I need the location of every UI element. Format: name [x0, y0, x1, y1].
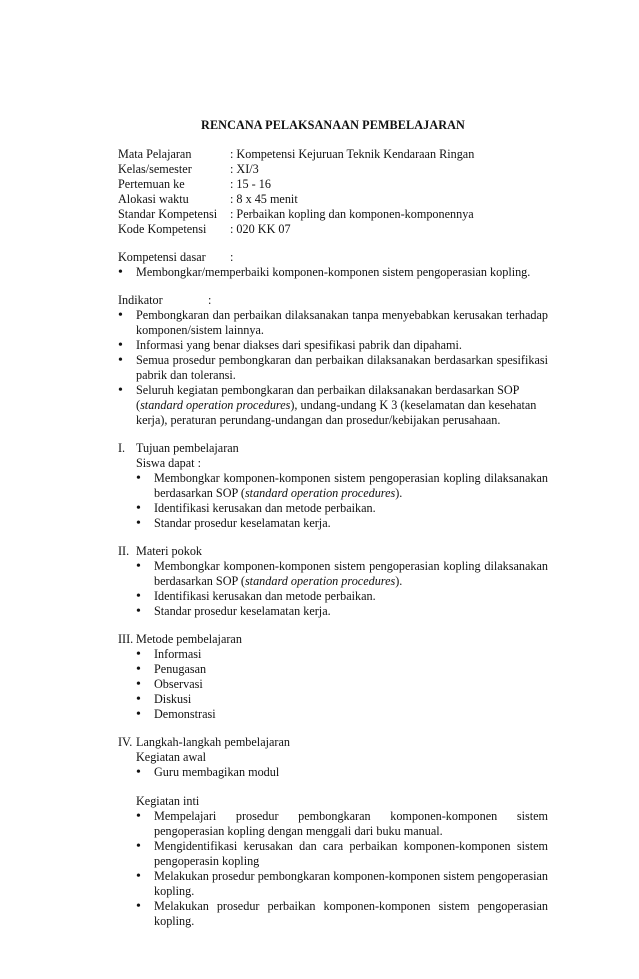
text-run: ), undang-undang K 3 (keselamatan dan kesehatan kerja), peraturan perundang-undangan dan prosedur/kebijakan perusahaan. — [136, 398, 537, 427]
list-item: • Identifikasi kerusakan dan metode perbaikan. — [136, 589, 548, 604]
section-list — [136, 471, 548, 531]
info-key: Standar Kompetensi — [118, 207, 218, 221]
text-italic: standard operation procedures — [140, 398, 291, 412]
info-key: Pertemuan ke — [118, 177, 185, 191]
section-number: IV. — [118, 735, 133, 749]
kegiatan-inti-label: Kegiatan inti — [136, 794, 200, 808]
section-subtitle: Siswa dapat : — [136, 456, 201, 470]
list-item: • Pembongkaran dan perbaikan dilaksanakan tanpa menyebabkan kerusakan terhadap komponen/sistem lainnya. — [118, 308, 548, 338]
kegiatan-awal-list — [136, 765, 548, 780]
indikator-colon: : — [208, 293, 212, 307]
info-row — [118, 147, 548, 162]
text-run: Membongkar komponen-komponen sistem pengoperasian kopling dilaksanakan berdasarkan SOP ( — [154, 471, 548, 500]
indikator-label — [118, 293, 548, 308]
info-row — [118, 192, 548, 207]
info-row — [118, 207, 548, 222]
info-row — [118, 222, 548, 237]
list-item: • Demonstrasi — [136, 707, 548, 722]
section-list — [136, 647, 548, 722]
section-title: Langkah-langkah pembelajaran — [136, 735, 290, 749]
info-value: : Perbaikan kopling dan komponen-komponennya — [230, 207, 474, 221]
section-number: I. — [118, 441, 126, 455]
list-item: • Melakukan prosedur pembongkaran komponen-komponen sistem pengoperasian kopling. — [136, 869, 548, 899]
list-item: • Informasi — [136, 647, 548, 662]
info-value: : 15 - 16 — [230, 177, 271, 191]
info-value: : Kompetensi Kejuruan Teknik Kendaraan Ringan — [230, 147, 475, 161]
text-run: Seluruh kegiatan pembongkaran dan perbaikan dilaksanakan berdasarkan SOP ( — [136, 383, 519, 412]
text-run: ). — [395, 486, 403, 500]
document-page — [118, 118, 548, 929]
text-italic: standard operation procedures — [244, 574, 396, 588]
kompetensi-dasar-label — [118, 250, 548, 265]
list-item — [136, 471, 548, 501]
list-item: • Semua prosedur pembongkaran dan perbaikan dilaksanakan berdasarkan spesifikasi pabrik dan toleransi. — [118, 353, 548, 383]
list-item: • Informasi yang benar diakses dari spesifikasi pabrik dan dipahami. — [118, 338, 548, 353]
list-item: • Identifikasi kerusakan dan metode perbaikan. — [136, 501, 548, 516]
kd-list — [118, 265, 548, 280]
section-materi — [118, 544, 548, 619]
indikator-list — [118, 308, 548, 428]
list-item: • Mempelajari prosedur pembongkaran komponen-komponen sistem pengoperasian kopling dengan menggali dari buku manual. — [136, 809, 548, 839]
list-item: • Standar prosedur keselamatan kerja. — [136, 604, 548, 619]
kd-colon: : — [230, 250, 234, 264]
kegiatan-inti-list — [136, 809, 548, 929]
info-key: Alokasi waktu — [118, 192, 189, 206]
info-row — [118, 177, 548, 192]
list-item — [118, 383, 548, 428]
section-number: III. — [118, 632, 134, 646]
text-run: Membongkar komponen-komponen sistem pengoperasian kopling dilaksanakan berdasarkan SOP ( — [154, 559, 548, 588]
list-item: • Observasi — [136, 677, 548, 692]
section-tujuan — [118, 441, 548, 531]
section-list — [136, 559, 548, 619]
info-value: : 8 x 45 menit — [230, 192, 298, 206]
list-item: • Membongkar/memperbaiki komponen-komponen sistem pengoperasian kopling. — [118, 265, 548, 280]
section-title: Metode pembelajaran — [136, 632, 242, 646]
section-number: II. — [118, 544, 130, 558]
info-table — [118, 147, 548, 237]
list-item — [136, 559, 548, 589]
info-key: Kelas/semester — [118, 162, 192, 176]
text-italic: standard operation procedures — [244, 486, 396, 500]
list-item: • Melakukan prosedur perbaikan komponen-komponen sistem pengoperasian kopling. — [136, 899, 548, 929]
section-title: Materi pokok — [136, 544, 203, 558]
info-value: : XI/3 — [230, 162, 259, 176]
indikator-label-text: Indikator — [118, 293, 163, 307]
info-value: : 020 KK 07 — [230, 222, 291, 236]
kd-label-text: Kompetensi dasar — [118, 250, 206, 264]
section-title: Tujuan pembelajaran — [136, 441, 239, 455]
list-item: • Penugasan — [136, 662, 548, 677]
info-row — [118, 162, 548, 177]
info-key: Kode Kompetensi — [118, 222, 207, 236]
text-run: ). — [395, 574, 403, 588]
list-item: • Guru membagikan modul — [136, 765, 548, 780]
list-item: • Standar prosedur keselamatan kerja. — [136, 516, 548, 531]
list-item: • Mengidentifikasi kerusakan dan cara perbaikan komponen-komponen sistem pengoperasin kopling — [136, 839, 548, 869]
info-key: Mata Pelajaran — [118, 147, 192, 161]
section-langkah — [118, 735, 548, 929]
list-item: • Diskusi — [136, 692, 548, 707]
kegiatan-awal-label: Kegiatan awal — [136, 750, 207, 764]
document-title: RENCANA PELAKSANAAN PEMBELAJARAN — [201, 118, 465, 132]
section-metode — [118, 632, 548, 722]
